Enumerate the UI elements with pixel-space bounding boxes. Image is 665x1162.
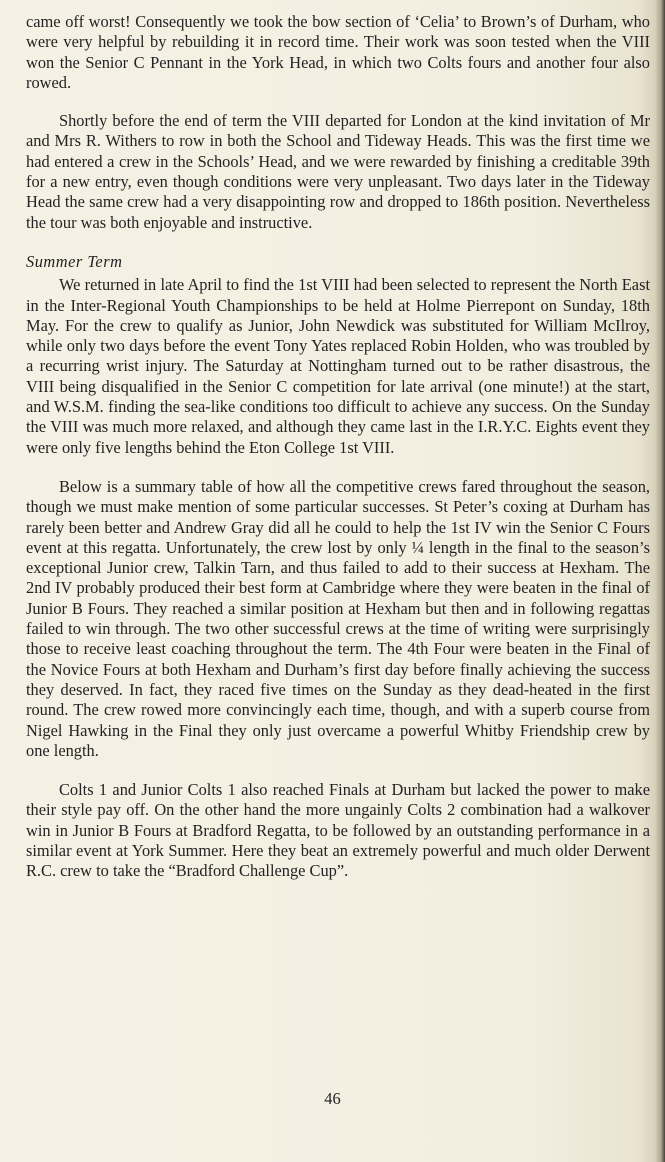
paragraph-continuation: came off worst! Consequently we took the bow section of ‘Celia’ to Brown’s of Durham, who were very helpful by rebuilding it in record time. Their work was soon tested when the VIII won the Senior C Pennant in the York Head, in which two Colts fours and another four also rowed.: [26, 12, 650, 92]
paragraph-colts: Colts 1 and Junior Colts 1 also reached Finals at Durham but lacked the power to make their style pay off. On the other hand the more ungainly Colts 2 combination had a walkover win in Junior B Fours at Bradford Regatta, to be followed by an outstanding performance in a similar event at York Summer. Here they beat an extremely powerful and much older Derwent R.C. crew to take the “Bradford Challenge Cup”.: [26, 780, 650, 881]
section-heading-summer-term: Summer Term: [26, 251, 123, 271]
paragraph-london-heads: Shortly before the end of term the VIII departed for London at the kind invitation of Mr and Mrs R. Withers to row in both the School and Tideway Heads. This was the first time we had entered a crew in the Schools’ Head, and we were rewarded by finishing a creditable 39th for a new entry, even though conditions were very unpleasant. Two days later in the Tideway Head the same crew had a very disappointing row and dropped to 186th position. Nevertheless the tour was both enjoyable and instructive.: [26, 111, 650, 232]
paragraph-summary-table: Below is a summary table of how all the competitive crews fared throughout the season, though we must make mention of some particular successes. St Peter’s coxing at Durham has rarely been better and Andrew Gray did all he could to help the 1st IV win the Senior C Fours event at this regatta. Unfortunately, the crew lost by only ¼ length in the final to the season’s exceptional Junior crew, Talkin Tarn, and thus failed to add to their success at Hexham. The 2nd IV probably produced their best form at Cambridge where they were beaten in the final of Junior B Fours. They reached a similar position at Hexham but then and in following regattas failed to win through. The two other successful crews at the time of writing were surprisingly those to receive least coaching throughout the term. The 4th Four were beaten in the Final of the Novice Fours at both Hexham and Durham’s first day before finally achieving the success they deserved. In fact, they raced five times on the Sunday as they dead-heated in the first round. The crew rowed more convincingly each time, though, and with a superb course from Nigel Hawking in the Final they only just overcame a powerful Whitby Friendship crew by one length.: [26, 476, 650, 760]
paragraph-summer-term: We returned in late April to find the 1st VIII had been selected to represent the North East in the Inter-Regional Youth Championships to be held at Holme Pierrepont on Sunday, 18th May. For the crew to qualify as Junior, John Newdick was substituted for William McIlroy, while only two days before the event Tony Yates replaced Robin Holden, who was troubled by a recurring wrist injury. The Saturday at Nottingham turned out to be rather disastrous, the VIII being disqualified in the Senior C competition for late arrival (one minute!) at the start, and W.S.M. finding the sea-like conditions too difficult to achieve any success. On the Sunday the VIII was much more relaxed, and although they came last in the I.R.Y.C. Eights event they were only five lengths behind the Eton College 1st VIII.: [26, 275, 650, 457]
page-edge-shadow: [655, 0, 665, 1162]
body-text: [26, 12, 650, 901]
page-number: 46: [324, 1089, 341, 1108]
